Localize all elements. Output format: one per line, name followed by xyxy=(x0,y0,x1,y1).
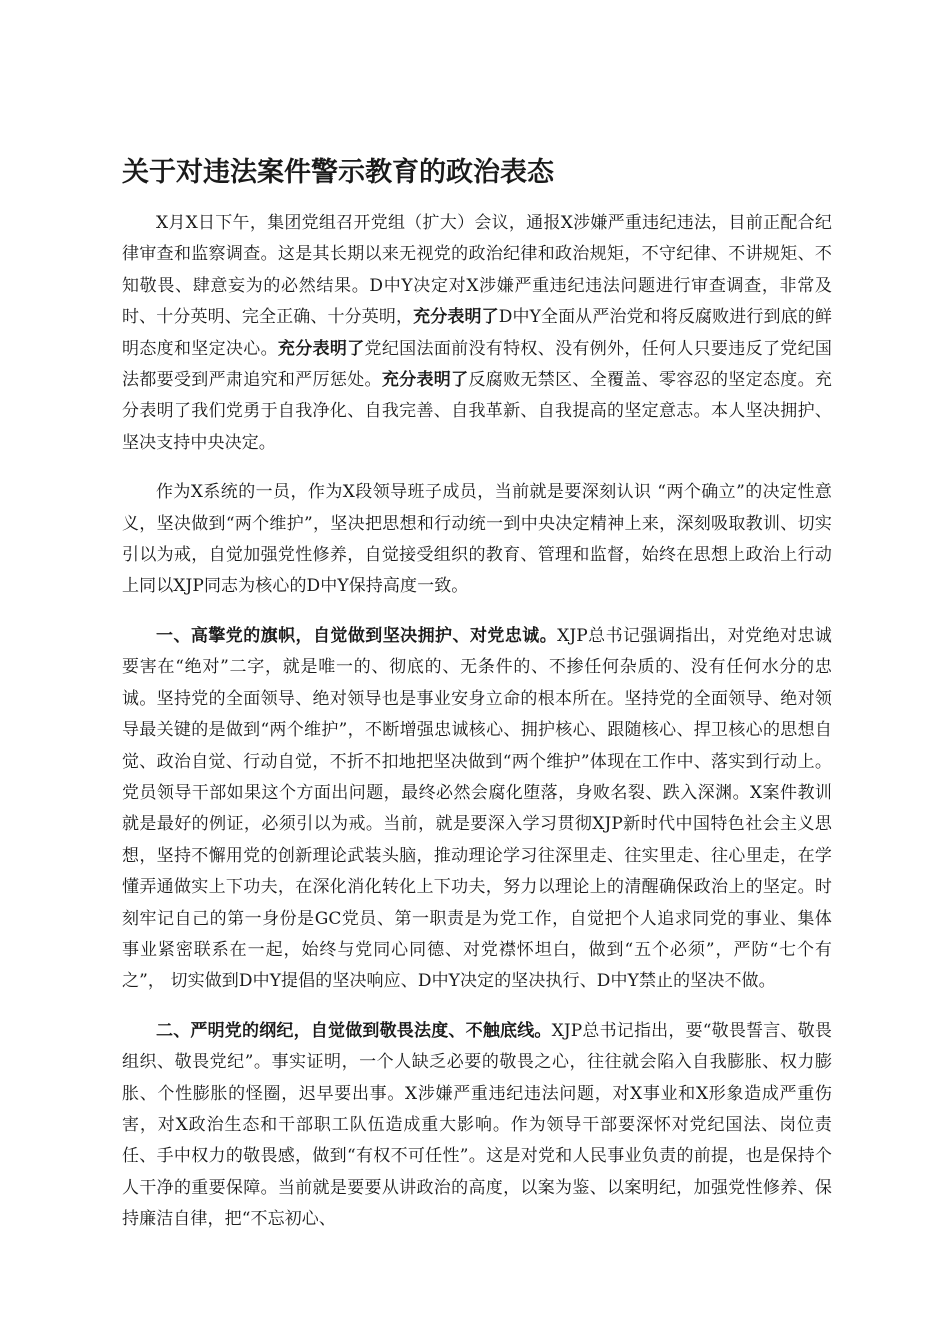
text-run: X月X日下午，集团党组召开党组（扩大）会议，通报X涉嫌严重违纪违法，目前正配合纪律审查和监察调查。这是其长期以来无视党的政治纪律和政治规矩，不守纪律、不讲规矩、不知敬畏、肆意妄为的必然结果。D中Y决定对X涉嫌严重违纪违法问题进行审查调查，非常及时、十分英明、完全正确、十分英明， xyxy=(122,213,832,328)
bold-text-run: 充分表明了 xyxy=(381,370,469,391)
text-run: 党纪国法面前没有特权、没有例外，任何人只要违反了党纪国法都要受到严肃追究和严厉惩处。 xyxy=(122,338,833,391)
text-run: 作为X系统的一员，作为X段领导班子成员，当前就是要深刻认识 “两个确立”的决定性意义，坚决做到“两个维护”，坚决把思想和行动统一到中央决定精神上来，深刻吸取教训、切实引以为戒，自觉加强党性修养，自觉接受组织的教育、管理和监督，始终在思想上政治上行动上同以XJP同志为核心的D中Y保持高度一致。 xyxy=(122,482,832,597)
paragraph-3 xyxy=(122,621,832,998)
text-run: 反腐败无禁区、全覆盖、零容忍的坚定态度。充分表明了我们党勇于自我净化、自我完善、自我革新、自我提高的坚定意志。本人坚决拥护、坚决支持中央决定。 xyxy=(122,370,833,453)
paragraph-1 xyxy=(122,208,832,459)
paragraph-2 xyxy=(122,477,832,603)
bold-text-run: 充分表明了 xyxy=(277,338,365,359)
bold-text-run: 充分表明了 xyxy=(413,307,499,328)
text-run: XJP总书记指出，要“敬畏誓言、敬畏组织、敬畏党纪”。事实证明，一个人缺乏必要的敬畏之心，往往就会陷入自我膨胀、权力膨胀、个性膨胀的怪圈，迟早要出事。X涉嫌严重违纪违法问题，对X事业和X形象造成严重伤害，对X政治生态和干部职工队伍造成重大影响。作为领导干部要深怀对党纪国法、岗位责任、手中权力的敬畏感，做到“有权不可任性”。这是对党和人民事业负责的前提，也是保持个人干净的重要保障。当前就是要要从讲政治的高度，以案为鉴、以案明纪，加强党性修养、保持廉洁自律，把“不忘初心、 xyxy=(122,1020,832,1230)
text-run: D中Y全面从严治党和将反腐败进行到底的鲜明态度和坚定决心。 xyxy=(122,307,833,359)
document-title: 关于对违法案件警示教育的政治表态 xyxy=(122,157,554,188)
bold-text-run: 一、高擎党的旗帜，自觉做到坚决拥护、对党忠诚。 xyxy=(156,625,558,646)
bold-text-run: 二、严明党的纲纪，自觉做到敬畏法度、不触底线。 xyxy=(156,1020,552,1041)
paragraph-4 xyxy=(122,1016,832,1236)
document-body xyxy=(122,208,832,1254)
text-run: XJP总书记强调指出，对党绝对忠诚要害在“绝对”二字，就是唯一的、彻底的、无条件的、不掺任何杂质的、没有任何水分的忠诚。坚持党的全面领导、绝对领导也是事业安身立命的根本所在。坚持党的全面领导、绝对领导最关键的是做到“两个维护”，不断增强忠诚核心、拥护核心、跟随核心、捍卫核心的思想自觉、政治自觉、行动自觉，不折不扣地把坚决做到“两个维护”体现在工作中、落实到行动上。党员领导干部如果这个方面出问题，最终必然会腐化堕落，身败名裂、跌入深渊。X案件教训就是最好的例证，必须引以为戒。当前，就是要深入学习贯彻XJP新时代中国特色社会主义思想，坚持不懈用党的创新理论武装头脑，推动理论学习往深里走、往实里走、往心里走，在学懂弄通做实上下功夫，在深化消化转化上下功夫，努力以理论上的清醒确保政治上的坚定。时刻牢记自己的第一身份是GC党员、第一职责是为党工作，自觉把个人追求同党的事业、集体事业紧密联系在一起，始终与党同心同德、对党襟怀坦白，做到“五个必须”，严防“七个有之”， 切实做到D中Y提倡的坚决响应、D中Y决定的坚决执行、D中Y禁止的坚决不做。 xyxy=(122,625,832,992)
